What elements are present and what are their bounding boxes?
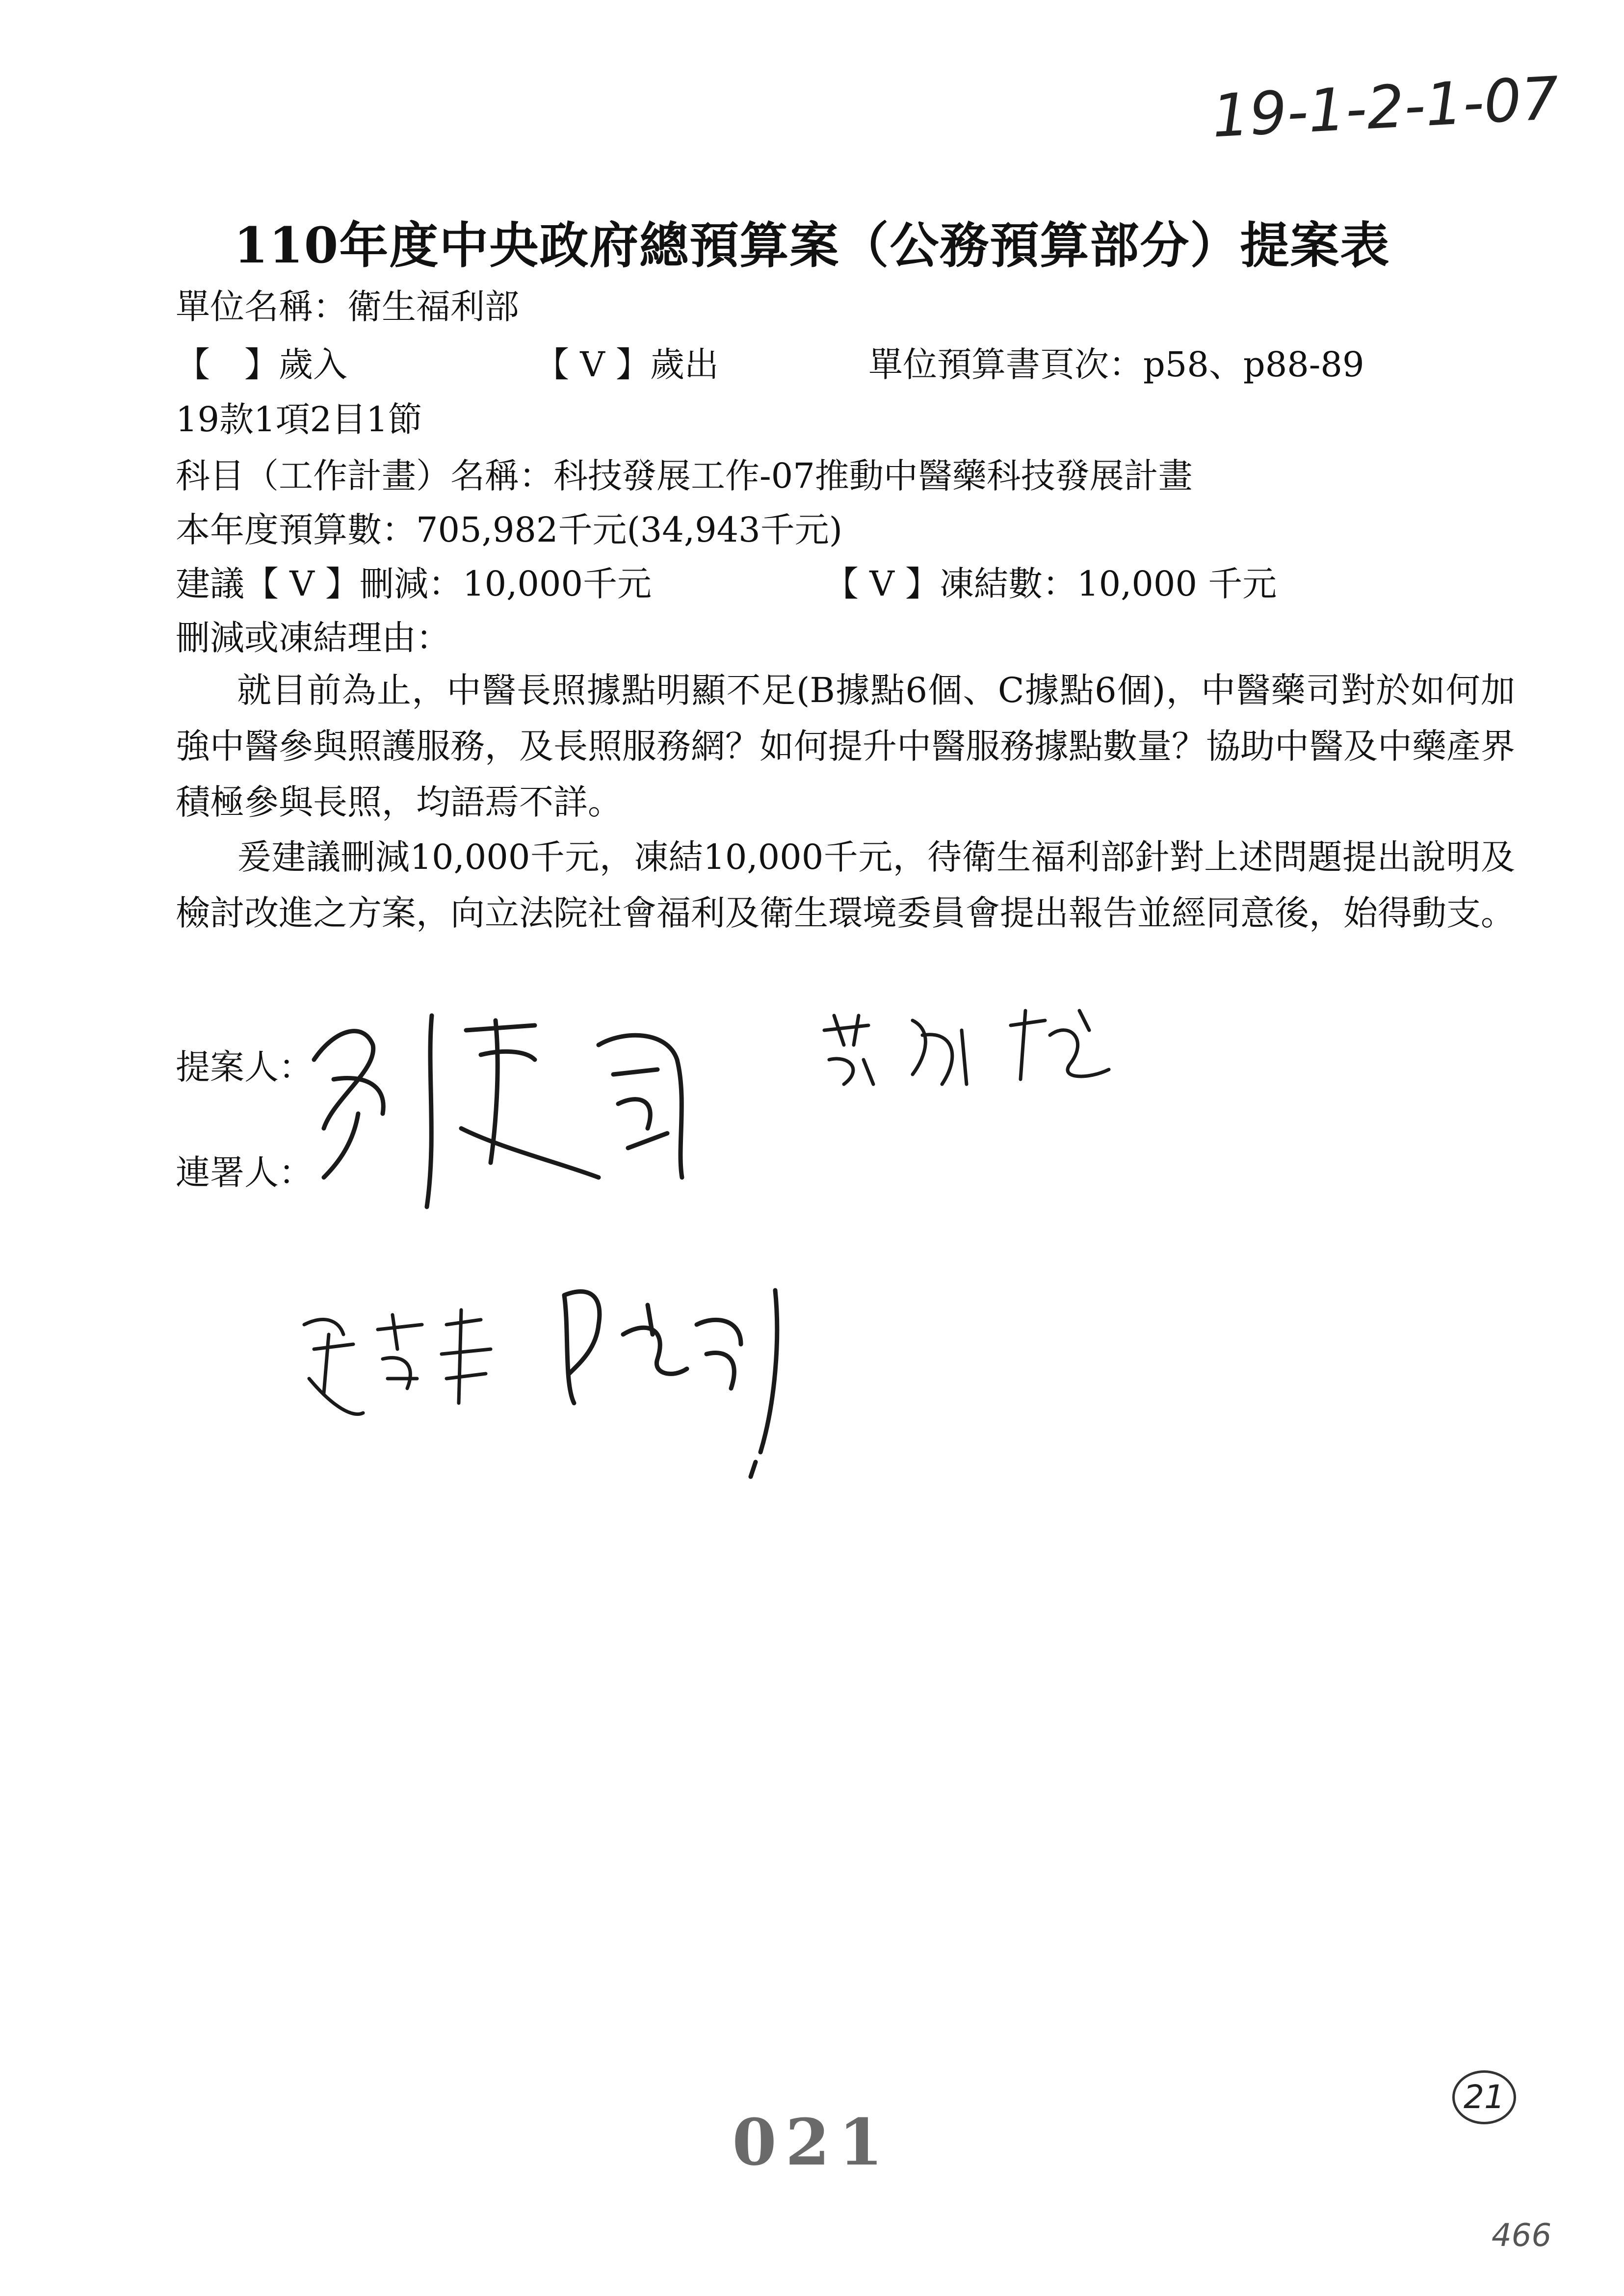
reason-paragraph-1: 就目前為止，中醫長照據點明顯不足(B據點6個、C據點6個)，中醫藥司對於如何加強中醫參與照護服務，及長照服務網？如何提升中醫服務據點數量？協助中醫及中藥產界積極參與長照，均語焉不詳。 [176, 670, 1515, 822]
circled-number-text: 21 [1464, 2078, 1505, 2116]
budget-pages: 單位預算書頁次：p58、p88-89 [868, 344, 1364, 385]
cosigner-label: 連署人： [176, 1152, 313, 1193]
subject-name: 科目（工作計畫）名稱：科技發展工作-07推動中醫藥科技發展計畫 [176, 456, 1193, 496]
suggest-freeze: 【 V 】凍結數：10,000 千元 [824, 564, 1277, 604]
signature-1 [304, 1001, 746, 1207]
expenditure-checkbox: 【 V 】歲出 [535, 344, 719, 385]
section-number: 19款1項2目1節 [176, 399, 422, 440]
document-code: 19-1-2-1-07 [1210, 64, 1561, 151]
signature-3 [294, 1295, 515, 1433]
signature-4 [550, 1276, 824, 1482]
suggest-cut: 建議【 V 】刪減：10,000千元 [176, 564, 652, 604]
corner-number: 466 [1492, 2218, 1552, 2254]
proposer-label: 提案人： [176, 1047, 313, 1087]
reason-label: 刪減或凍結理由： [176, 618, 450, 658]
revenue-checkbox: 【 】歲入 [176, 344, 347, 385]
page-number: 021 [732, 2105, 892, 2180]
signature-2 [814, 1001, 1158, 1099]
page-title: 110年度中央政府總預算案（公務預算部分）提案表 [234, 216, 1390, 274]
unit-name: 單位名稱：衛生福利部 [176, 287, 519, 327]
budget-amount: 本年度預算數：705,982千元(34,943千元) [176, 510, 843, 550]
reason-paragraph-2: 爰建議刪減10,000千元，凍結10,000千元，待衛生福利部針對上述問題提出說明及檢討改進之方案，向立法院社會福利及衛生環境委員會提出報告並經同意後，始得動支。 [176, 837, 1515, 933]
